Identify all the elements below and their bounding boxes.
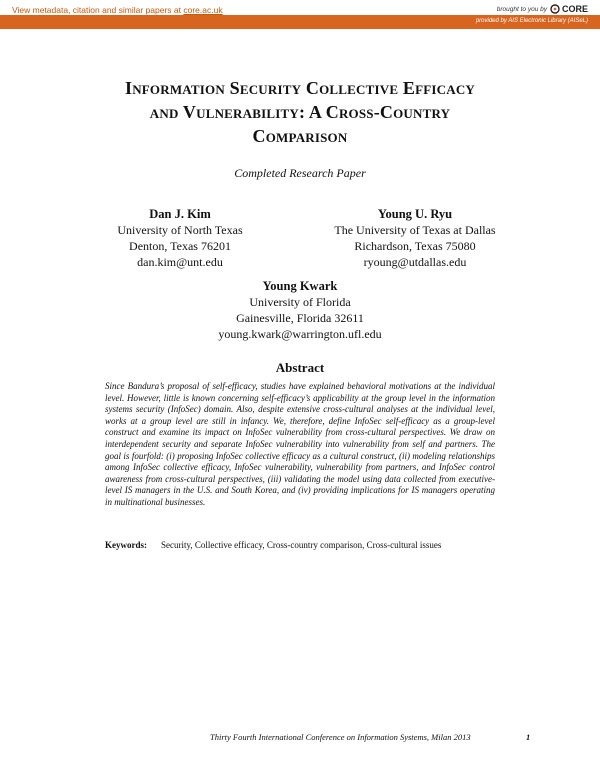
metadata-link[interactable] xyxy=(12,5,223,15)
author-block-1 xyxy=(90,206,270,270)
title-line-1: Information Security Collective Efficacy xyxy=(124,78,476,98)
author-block-3 xyxy=(190,278,410,342)
author-address: Denton, Texas 76201 xyxy=(129,239,231,253)
author-affiliation: University of Florida xyxy=(249,295,351,309)
core-logo[interactable] xyxy=(550,4,588,14)
abstract-heading: Abstract xyxy=(275,360,325,375)
brought-to-you xyxy=(497,4,588,14)
paper-type: Completed Research Paper xyxy=(234,166,366,180)
page-number: 1 xyxy=(526,732,531,742)
author-affiliation: University of North Texas xyxy=(117,223,243,237)
author-name: Young U. Ryu xyxy=(377,207,453,221)
keywords-label: Keywords: xyxy=(105,540,147,550)
author-name: Dan J. Kim xyxy=(149,207,211,221)
keywords xyxy=(105,540,535,550)
author-address: Gainesville, Florida 32611 xyxy=(236,311,364,325)
author-name: Young Kwark xyxy=(262,279,338,293)
brought-to-you-text: brought to you by xyxy=(496,5,547,13)
core-link[interactable]: core.ac.uk xyxy=(183,5,223,15)
core-logo-icon xyxy=(550,4,560,14)
author-affiliation: The University of Texas at Dallas xyxy=(334,223,496,237)
title-line-3: Comparison xyxy=(252,126,348,146)
author-email: dan.kim@unt.edu xyxy=(137,255,223,269)
title-line-2: and Vulnerability: A Cross-Country xyxy=(149,102,451,122)
provided-by: provided by AIS Electronic Library (AISeL) xyxy=(475,18,588,24)
metadata-text: View metadata, citation and similar papers at xyxy=(12,5,181,15)
paper-title xyxy=(60,76,540,148)
footer-conference: Thirty Fourth International Conference on Information Systems, Milan 2013 xyxy=(210,732,471,742)
author-block-2 xyxy=(310,206,520,270)
abstract-text: Since Bandura’s proposal of self-efficacy, studies have explained behavioral motivations at the individual level. However, little is known concerning self-efficacy’s applicability at the group level in the information systems security (InfoSec) domain. Also, despite extensive cross-cultural analyses at the individual level, works at a group level are still in infancy. We, therefore, define InfoSec self-efficacy as a group-level construct and examine its impact on InfoSec vulnerability from cross-cultural perspectives. We draw on interdependent security and separate InfoSec vulnerability into vulnerability from self and partners. The goal is fourfold: (i) proposing InfoSec collective efficacy as a cultural construct, (ii) modeling relationships among InfoSec collective efficacy, InfoSec vulnerability, vulnerability from partners, and InfoSec control awareness from cross-cultural perspectives, (iii) validating the model using data collected from executive-level IS managers in the U.S. and South Korea, and (iv) providing implications for IS managers operating in multinational businesses. xyxy=(105,381,495,507)
author-address: Richardson, Texas 75080 xyxy=(354,239,476,253)
author-email: ryoung@utdallas.edu xyxy=(363,255,467,269)
core-logo-text: CORE xyxy=(561,4,588,14)
author-email: young.kwark@warrington.ufl.edu xyxy=(218,327,382,341)
keywords-value: Security, Collective efficacy, Cross-country comparison, Cross-cultural issues xyxy=(161,540,442,550)
